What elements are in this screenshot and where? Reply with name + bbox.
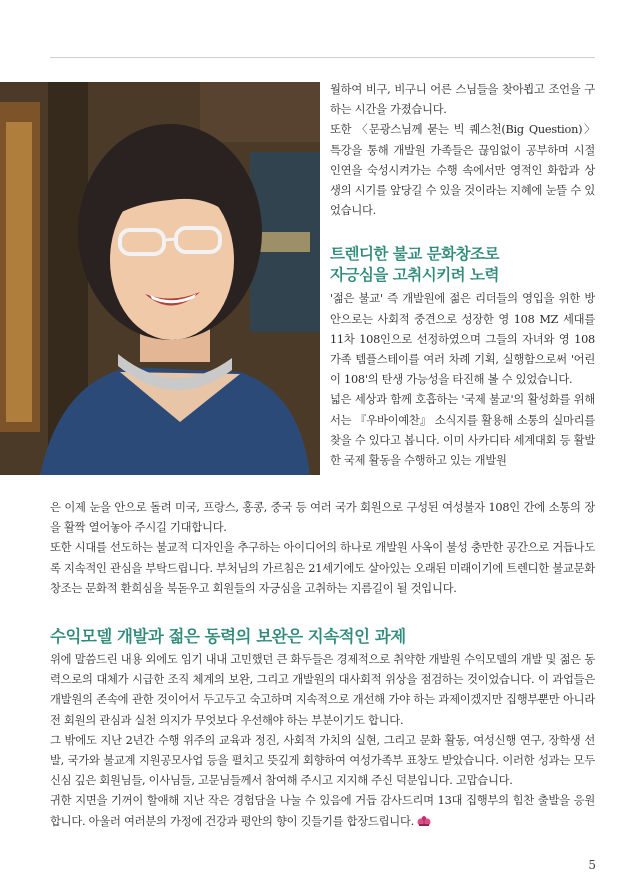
closing-text: 귀한 지면을 기꺼이 할애해 지난 작은 경험담을 나눌 수 있음에 거듭 감사드리며 13대 집행부의 힘찬 출발을 응원합니다. 아울러 여러분의 가정에 건강과 평안의 향이 깃들기를 합장드립니다. [50, 794, 595, 828]
paragraph-global-start: 넓은 세상과 함께 호흡하는 '국제 불교'의 활성화를 위해서는 『우바이예찬』 소식지를 활용해 소통의 실마리를 찾을 수 있다고 봅니다. 이미 사카디타 세계대회 등 활발한 국제 활동을 수행하고 있는 개발원 [330, 393, 595, 468]
right-column [330, 80, 595, 471]
page-number: 5 [588, 858, 596, 872]
paragraph-thanks: 그 밖에도 지난 2년간 수행 위주의 교육과 정진, 사회적 가치의 실현, 그리고 문화 활동, 여성신행 연구, 장학생 선발, 국가와 불교계 지원공모사업 등을 펼치고 뜻깊게 회향하여 여성가족부 표창도 받았습니다. 이러한 성과는 모두 신심 깊은 회원님들, 이사님들, 고문님들께서 참여해 주시고 지지해 주신 덕분입니다. 고맙습니다. [50, 733, 595, 788]
full-width-text-top [50, 498, 595, 599]
paragraph-revenue: 위에 말씀드린 내용 외에도 임기 내내 고민했던 큰 화두들은 경제적으로 취약한 개발원 수익모델의 개발 및 젊은 동력으로의 대체가 시급한 조직 체계의 보완, 그리고 개발원의 대사회적 위상을 점검하는 것이었습니다. 이 과업들은 개발원의 존속에 관한 것이어서 두고두고 숙고하며 지속적으로 개선해 가야 하는 과제이겠지만 집행부뿐만 아니라 전 회원의 관심과 실천 의지가 무엇보다 우선해야 하는 부분이기도 합니다. [50, 653, 595, 727]
lotus-icon [417, 813, 431, 824]
full-width-text-bottom [50, 650, 595, 832]
portrait-photo [0, 82, 320, 475]
section-heading-trendy [330, 243, 595, 285]
paragraph-design: 또한 시대를 선도하는 불교적 디자인을 추구하는 아이디어의 하나로 개발원 사옥이 불성 충만한 공간으로 거듭나도록 지속적인 관심을 부탁드립니다. 부처님의 가르침은 21세기에도 살아있는 오래된 미래이기에 트렌디한 불교문화 창조는 문화적 환희심을 북돋우고 회원들의 자긍심을 고취하는 지름길이 될 것입니다. [50, 541, 595, 595]
paragraph-closing [50, 791, 595, 831]
paragraph-global-end: 은 이제 눈을 안으로 돌려 미국, 프랑스, 홍콩, 중국 등 여러 국가 회원으로 구성된 여성불자 108인 간에 소통의 장을 활짝 열어놓아 주시길 기대합니다. [50, 501, 595, 535]
header-rule [50, 57, 595, 58]
paragraph-intro: 월하여 비구, 비구니 어른 스님들을 찾아뵙고 조언을 구하는 시간을 가졌습니다. [330, 83, 595, 117]
paragraph-young-buddhism: '젊은 불교' 즉 개발원에 젊은 리더들의 영입을 위한 방안으로는 사회적 중견으로 성장한 영 108 MZ 세대를 11차 108인으로 선정하였으며 그들의 자녀와 영 108가족 템플스테이를 여러 차례 기획, 실행함으로써 '어린이 108'의 탄생 가능성을 타진해 볼 수 있었습니다. [330, 292, 595, 387]
paragraph-big-question: 또한 〈문광스님께 묻는 빅 퀘스천(Big Question)〉 특강을 통해 개발원 가족들은 끊임없이 공부하며 시절인연을 숙성시켜가는 수행 속에서만 영적인 화합과 상생의 시기를 앞당길 수 있을 것이라는 지혜에 눈뜰 수 있었습니다. [330, 123, 595, 218]
heading-line-2: 자긍심을 고취시키려 노력 [330, 265, 499, 285]
section-heading-revenue: 수익모델 개발과 젊은 동력의 보완은 지속적인 과제 [50, 627, 406, 646]
heading-line-1: 트렌디한 불교 문화창조로 [330, 244, 499, 264]
